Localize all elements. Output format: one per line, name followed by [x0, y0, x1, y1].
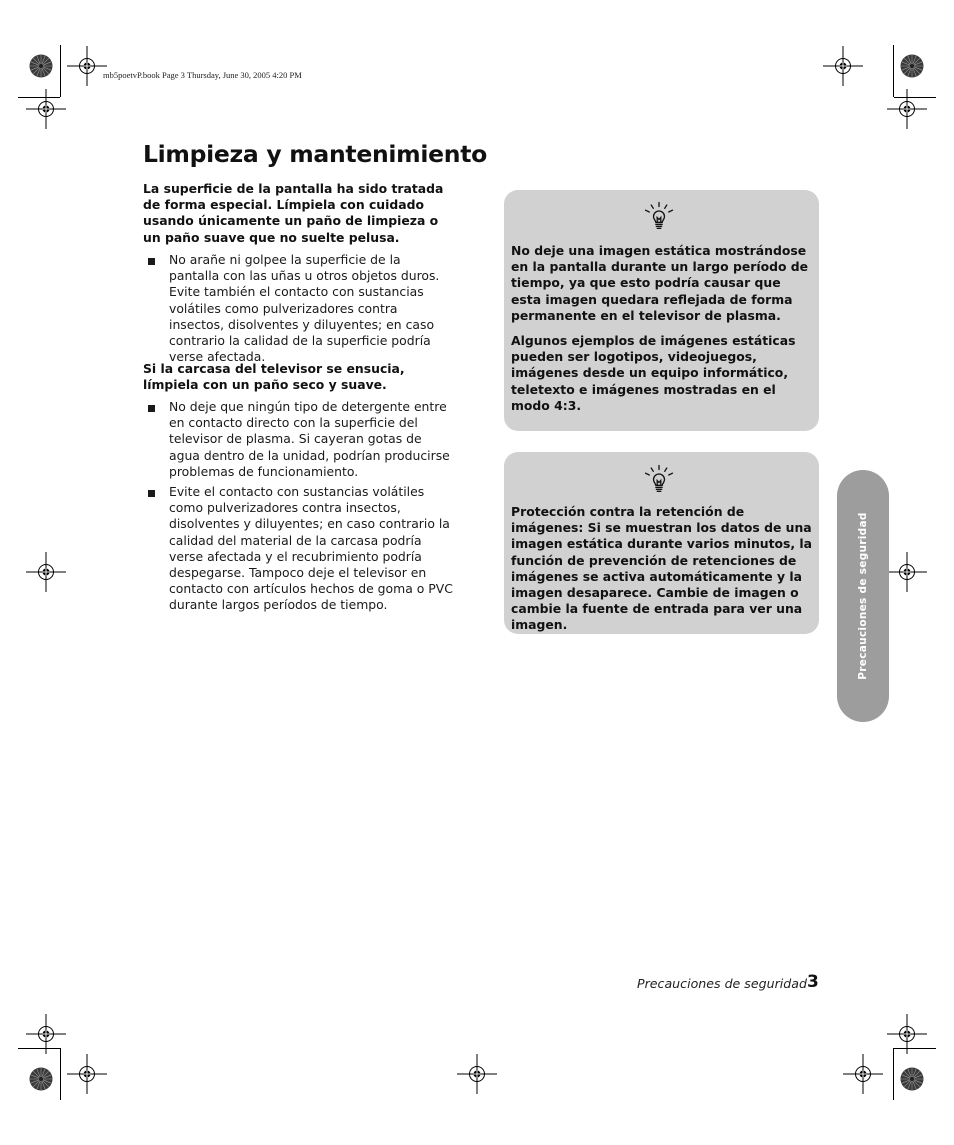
star-registration-mark — [900, 1067, 924, 1091]
lightbulb-icon — [642, 463, 676, 497]
registration-target — [67, 1054, 107, 1094]
bullet-square-icon — [148, 490, 155, 497]
section-lead: La superficie de la pantalla ha sido tratada de forma especial. Límpiela con cuidado usando únicamente un paño de limpieza o un paño suave que no suelte pelusa. — [143, 181, 444, 245]
crop-line — [60, 1048, 61, 1100]
registration-target — [457, 1054, 497, 1094]
star-registration-mark — [29, 54, 53, 78]
bullet-square-icon — [148, 258, 155, 265]
registration-target — [26, 552, 66, 592]
section-lead: Si la carcasa del televisor se ensucia, límpiela con un paño seco y suave. — [143, 361, 405, 393]
page-title: Limpieza y mantenimiento — [143, 140, 487, 168]
registration-target — [887, 89, 927, 129]
bullet-text: Evite el contacto con sustancias volátiles como pulverizadores contra insectos, disolventes y diluyentes; en caso contrario la calidad del material de la carcasa podría verse afectada y el recubrimiento podría despegarse. Tampoco deje el televisor en contacto con artículos hechos de goma o PVC durante largos períodos de tiempo. — [169, 484, 453, 613]
print-slug: mb5poetvP.book Page 3 Thursday, June 30, 2005 4:20 PM — [103, 70, 302, 80]
bullet-text: No deje que ningún tipo de detergente entre en contacto directo con la superficie del televisor de plasma. Si cayeran gotas de agua dentro de la unidad, podrían producirse problemas de funcionamiento. — [169, 399, 450, 479]
footer-section-name: Precauciones de seguridad — [637, 976, 807, 991]
registration-target — [823, 46, 863, 86]
registration-target — [26, 1014, 66, 1054]
star-registration-mark — [900, 54, 924, 78]
tip-paragraph: Protección contra la retención de imágenes: Si se muestran los datos de una imagen estática durante varios minutos, la función de prevención de retenciones de imágenes se activa automáticamente y la imagen desaparece. Cambie de imagen o cambie la fuente de entrada para ver una imagen. — [511, 504, 813, 633]
tip-paragraph: Algunos ejemplos de imágenes estáticas pueden ser logotipos, videojuegos, imágenes desde un equipo informático, teletexto e imágenes mostradas en el modo 4:3. — [511, 333, 796, 413]
bullet-square-icon — [148, 405, 155, 412]
registration-target — [887, 552, 927, 592]
page-number: 3 — [807, 972, 819, 992]
registration-target — [67, 46, 107, 86]
bullet-text: No arañe ni golpee la superficie de la pantalla con las uñas u otros objetos duros. Evite también el contacto con sustancias volátiles como pulverizadores contra insectos, disolventes y diluyentes; en caso contrario la calidad de la superficie podría verse afectada. — [169, 252, 440, 365]
tip-paragraph: No deje una imagen estática mostrándose en la pantalla durante un largo período de tiempo, ya que esto podría causar que esta imagen quedara reflejada de forma permanente en el televisor de plasma. — [511, 243, 809, 323]
registration-target — [843, 1054, 883, 1094]
registration-target — [887, 1014, 927, 1054]
star-registration-mark — [29, 1067, 53, 1091]
section-side-tab — [837, 470, 889, 722]
lightbulb-icon — [642, 200, 676, 234]
crop-line — [893, 1048, 894, 1100]
side-tab-label: Precauciones de seguridad — [857, 512, 869, 680]
registration-target — [26, 89, 66, 129]
